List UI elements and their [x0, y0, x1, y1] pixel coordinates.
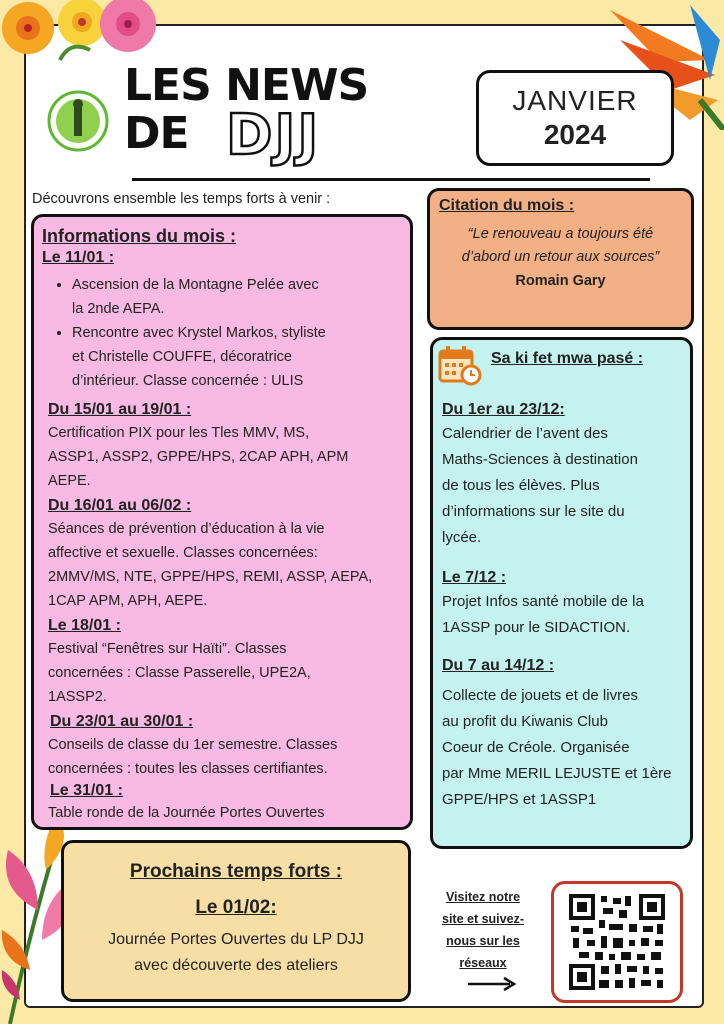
intro-text: Découvrons ensemble les temps forts à venir :: [32, 191, 331, 207]
qr-code-link[interactable]: [551, 881, 683, 1003]
past-events-box: [430, 337, 693, 849]
title-line1: LES NEWS: [124, 60, 369, 111]
info-text-4: Festival “Fenêtres sur Haïti”. Classes concernées : Classe Passerelle, UPE2A, 1ASSP2.: [48, 641, 311, 705]
month-label: JANVIER: [512, 85, 638, 116]
info-bullet-list: [42, 273, 410, 393]
calendar-clock-icon: [438, 345, 482, 387]
info-date-2: Du 15/01 au 19/01 :: [48, 401, 192, 418]
past-heading: Sa ki fet mwa pasé :: [491, 350, 644, 367]
citation-quote: “Le renouveau a toujours été d’abord un retour aux sources”: [461, 226, 660, 265]
list-item: • Ascension de la Montagne Pelée avec la 2nde AEPA.: [72, 273, 410, 321]
upcoming-text: Journée Portes Ouvertes du LP DJJ avec découverte des ateliers: [108, 931, 364, 974]
list-item: • Rencontre avec Krystel Markos, styliste et Christelle COUFFE, décoratrice d’intérieur. Classe concernée : ULIS: [72, 321, 410, 393]
citation-heading: Citation du mois :: [439, 197, 575, 214]
info-heading: Informations du mois :: [42, 226, 237, 246]
past-text-3: Collecte de jouets et de livres au profit du Kiwanis Club Coeur de Créole. Organisée par Mme MERIL LEJUSTE et 1ère GPPE/HPS et 1ASSP1: [442, 687, 672, 808]
info-text-2: Certification PIX pour les Tles MMV, MS, ASSP1, ASSP2, GPPE/HPS, 2CAP APH, APM AEPE.: [48, 425, 349, 489]
citation-author: Romain Gary: [515, 273, 606, 289]
title-line2: DE: [124, 108, 189, 159]
date-box: [476, 70, 674, 166]
upcoming-date: Le 01/02:: [195, 897, 277, 918]
info-date-5: Du 23/01 au 30/01 :: [50, 713, 194, 730]
info-date-6: Le 31/01 :: [50, 782, 123, 799]
past-date-3: Du 7 au 14/12 :: [442, 657, 555, 674]
arrow-right-icon: [466, 976, 518, 992]
upcoming-heading: Prochains temps forts :: [129, 861, 343, 882]
info-text-3: Séances de prévention d’éducation à la vie affective et sexuelle. Classes concernées: 2MMV/MS, NTE, GPPE/HPS, REMI, ASSP, AEPA, 1CAP APM, APH, AEPE.: [48, 521, 373, 609]
info-text-5: Conseils de classe du 1er semestre. Classes concernées : toutes les classes certifiantes.: [48, 737, 338, 777]
past-text-1: Calendrier de l’avent des Maths-Sciences à destination de tous les élèves. Plus d’informations sur le site du lycée.: [442, 425, 638, 546]
school-logo-icon: [47, 90, 109, 152]
info-date-3: Du 16/01 au 06/02 :: [48, 497, 192, 514]
info-date-1: Le 11/01 :: [42, 249, 115, 266]
header-divider: [132, 178, 650, 181]
year-label: 2024: [543, 119, 607, 150]
qr-code-icon: [569, 894, 665, 990]
past-date-1: Du 1er au 23/12:: [442, 401, 565, 418]
title-djj: DJJ: [226, 103, 321, 168]
social-text: Visitez notre site et suivez- nous sur les réseaux: [442, 890, 524, 970]
information-box: [31, 214, 413, 830]
past-date-2: Le 7/12 :: [442, 569, 507, 586]
citation-box: [427, 188, 694, 330]
upcoming-box: [61, 840, 411, 1002]
info-date-4: Le 18/01 :: [48, 617, 121, 634]
past-text-2: Projet Infos santé mobile de la 1ASSP pour le SIDACTION.: [442, 593, 644, 636]
info-text-6: Table ronde de la Journée Portes Ouvertes: [48, 805, 325, 821]
